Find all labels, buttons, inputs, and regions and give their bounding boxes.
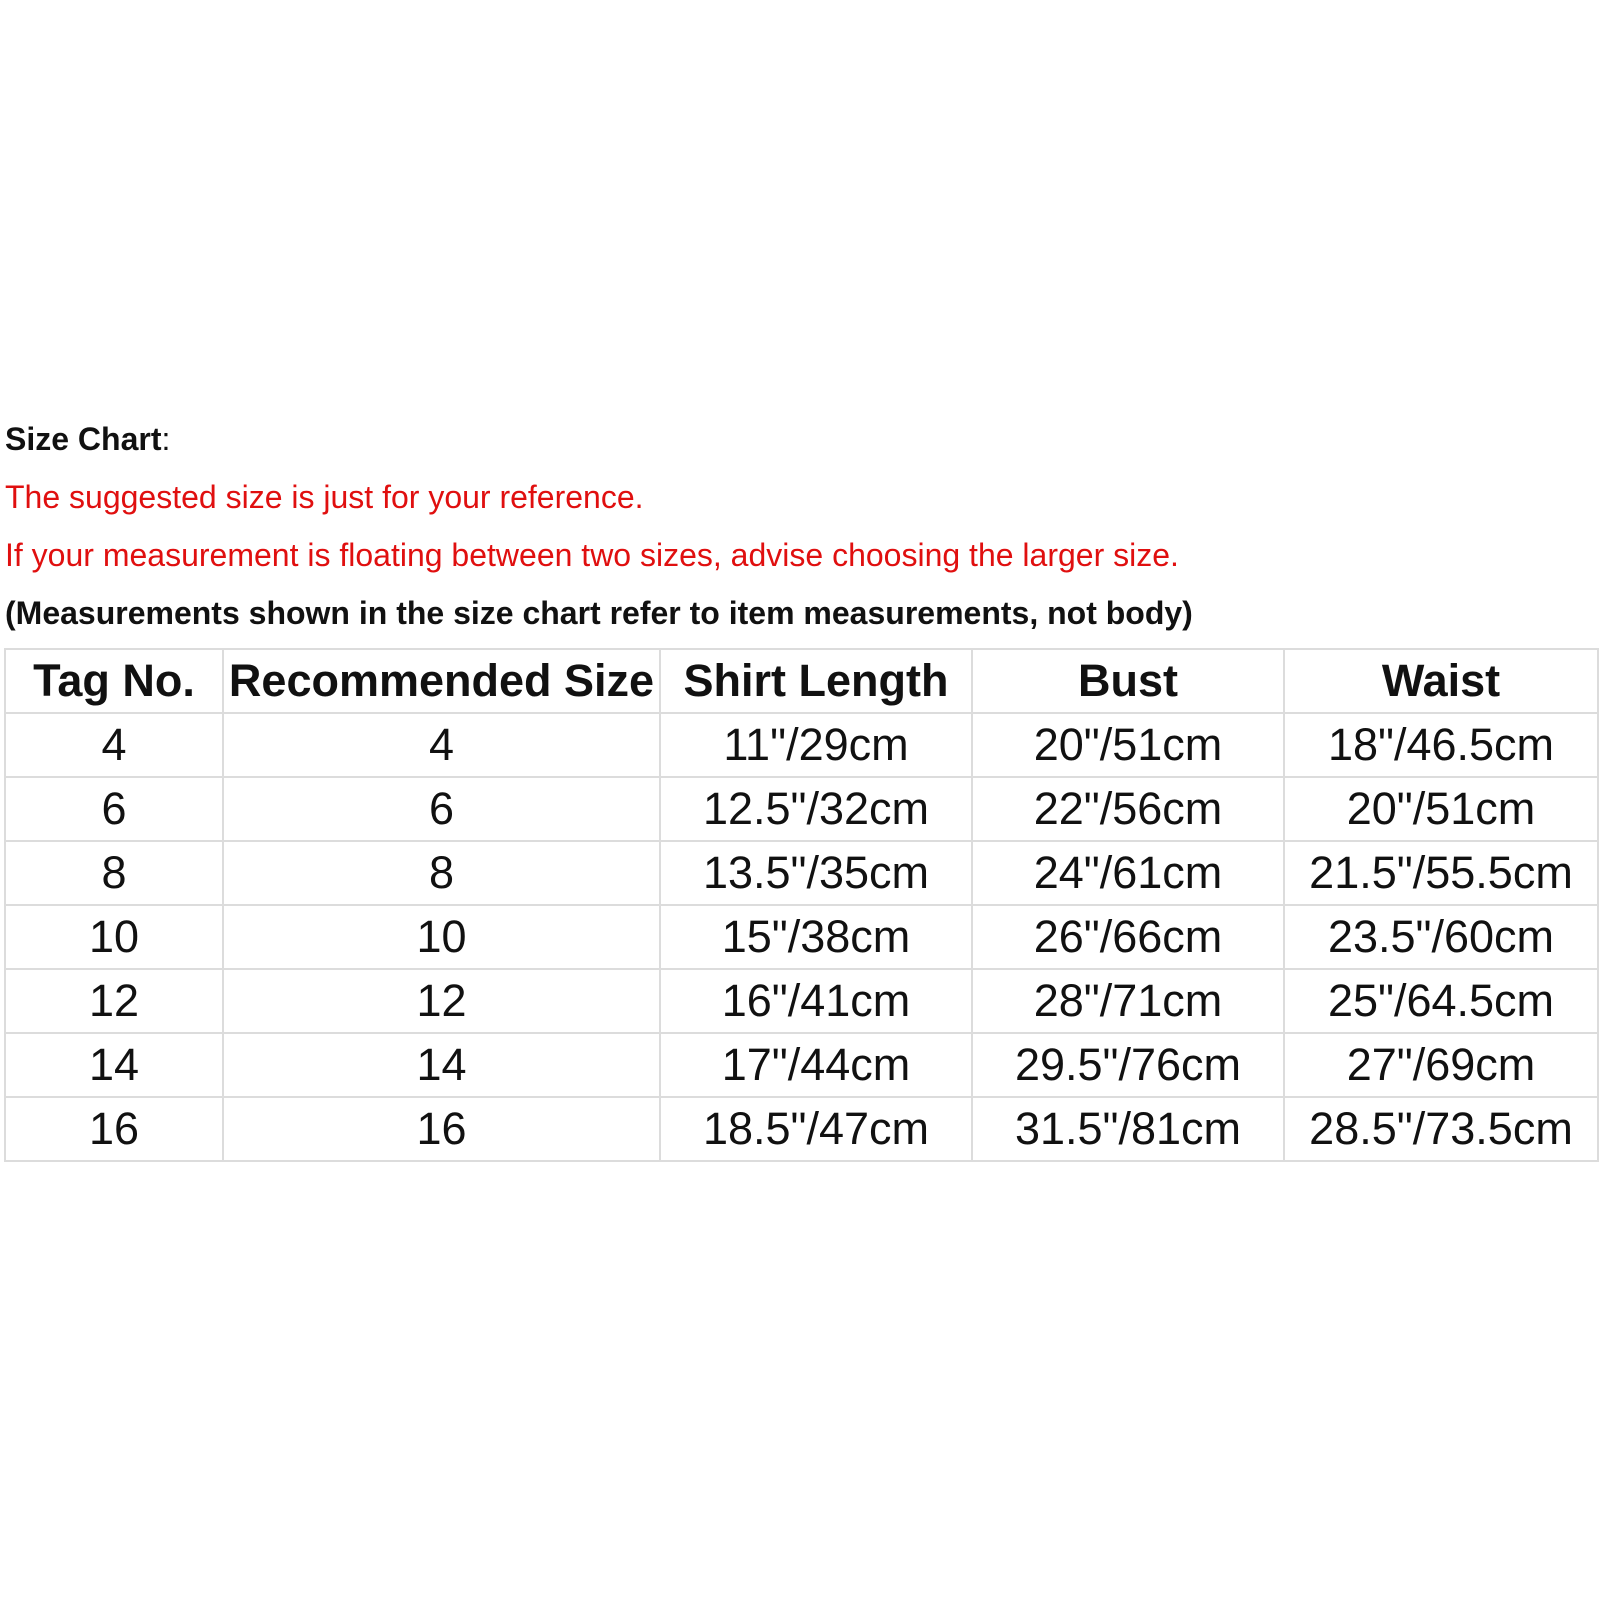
- cell-bust: 24"/61cm: [972, 841, 1284, 905]
- table-row: [5, 969, 1598, 1033]
- cell-waist: 25"/64.5cm: [1284, 969, 1598, 1033]
- table-header-row: [5, 649, 1598, 713]
- cell-tag-no: 16: [5, 1097, 223, 1161]
- cell-recommended-size: 8: [223, 841, 660, 905]
- table-row: [5, 713, 1598, 777]
- cell-shirt-length: 11"/29cm: [660, 713, 972, 777]
- table-row: [5, 905, 1598, 969]
- cell-shirt-length: 15"/38cm: [660, 905, 972, 969]
- cell-tag-no: 6: [5, 777, 223, 841]
- reference-note: The suggested size is just for your reference.: [5, 479, 644, 515]
- measurement-disclaimer: (Measurements shown in the size chart refer to item measurements, not body): [5, 595, 1193, 631]
- cell-shirt-length: 16"/41cm: [660, 969, 972, 1033]
- cell-recommended-size: 14: [223, 1033, 660, 1097]
- sizing-advice-note: If your measurement is floating between two sizes, advise choosing the larger size.: [5, 537, 1179, 573]
- header-shirt-length: Shirt Length: [660, 649, 972, 713]
- cell-recommended-size: 16: [223, 1097, 660, 1161]
- cell-recommended-size: 6: [223, 777, 660, 841]
- cell-waist: 28.5"/73.5cm: [1284, 1097, 1598, 1161]
- cell-recommended-size: 4: [223, 713, 660, 777]
- table-row: [5, 777, 1598, 841]
- cell-shirt-length: 12.5"/32cm: [660, 777, 972, 841]
- cell-bust: 28"/71cm: [972, 969, 1284, 1033]
- table-row: [5, 841, 1598, 905]
- cell-waist: 27"/69cm: [1284, 1033, 1598, 1097]
- cell-shirt-length: 17"/44cm: [660, 1033, 972, 1097]
- cell-bust: 29.5"/76cm: [972, 1033, 1284, 1097]
- cell-shirt-length: 18.5"/47cm: [660, 1097, 972, 1161]
- cell-waist: 21.5"/55.5cm: [1284, 841, 1598, 905]
- cell-tag-no: 14: [5, 1033, 223, 1097]
- header-tag-no: Tag No.: [5, 649, 223, 713]
- cell-waist: 18"/46.5cm: [1284, 713, 1598, 777]
- cell-tag-no: 4: [5, 713, 223, 777]
- header-recommended-size: Recommended Size: [223, 649, 660, 713]
- cell-bust: 20"/51cm: [972, 713, 1284, 777]
- cell-tag-no: 12: [5, 969, 223, 1033]
- header-waist: Waist: [1284, 649, 1598, 713]
- cell-waist: 20"/51cm: [1284, 777, 1598, 841]
- cell-tag-no: 10: [5, 905, 223, 969]
- cell-bust: 26"/66cm: [972, 905, 1284, 969]
- size-chart-title-colon: :: [161, 421, 171, 457]
- size-chart-title: Size Chart: [5, 421, 162, 457]
- cell-recommended-size: 12: [223, 969, 660, 1033]
- cell-bust: 31.5"/81cm: [972, 1097, 1284, 1161]
- cell-shirt-length: 13.5"/35cm: [660, 841, 972, 905]
- size-chart-intro: [5, 410, 1565, 642]
- cell-tag-no: 8: [5, 841, 223, 905]
- size-chart-table: [4, 648, 1599, 1162]
- table-row: [5, 1097, 1598, 1161]
- cell-recommended-size: 10: [223, 905, 660, 969]
- table-row: [5, 1033, 1598, 1097]
- cell-waist: 23.5"/60cm: [1284, 905, 1598, 969]
- cell-bust: 22"/56cm: [972, 777, 1284, 841]
- size-chart-heading: [5, 410, 1565, 468]
- header-bust: Bust: [972, 649, 1284, 713]
